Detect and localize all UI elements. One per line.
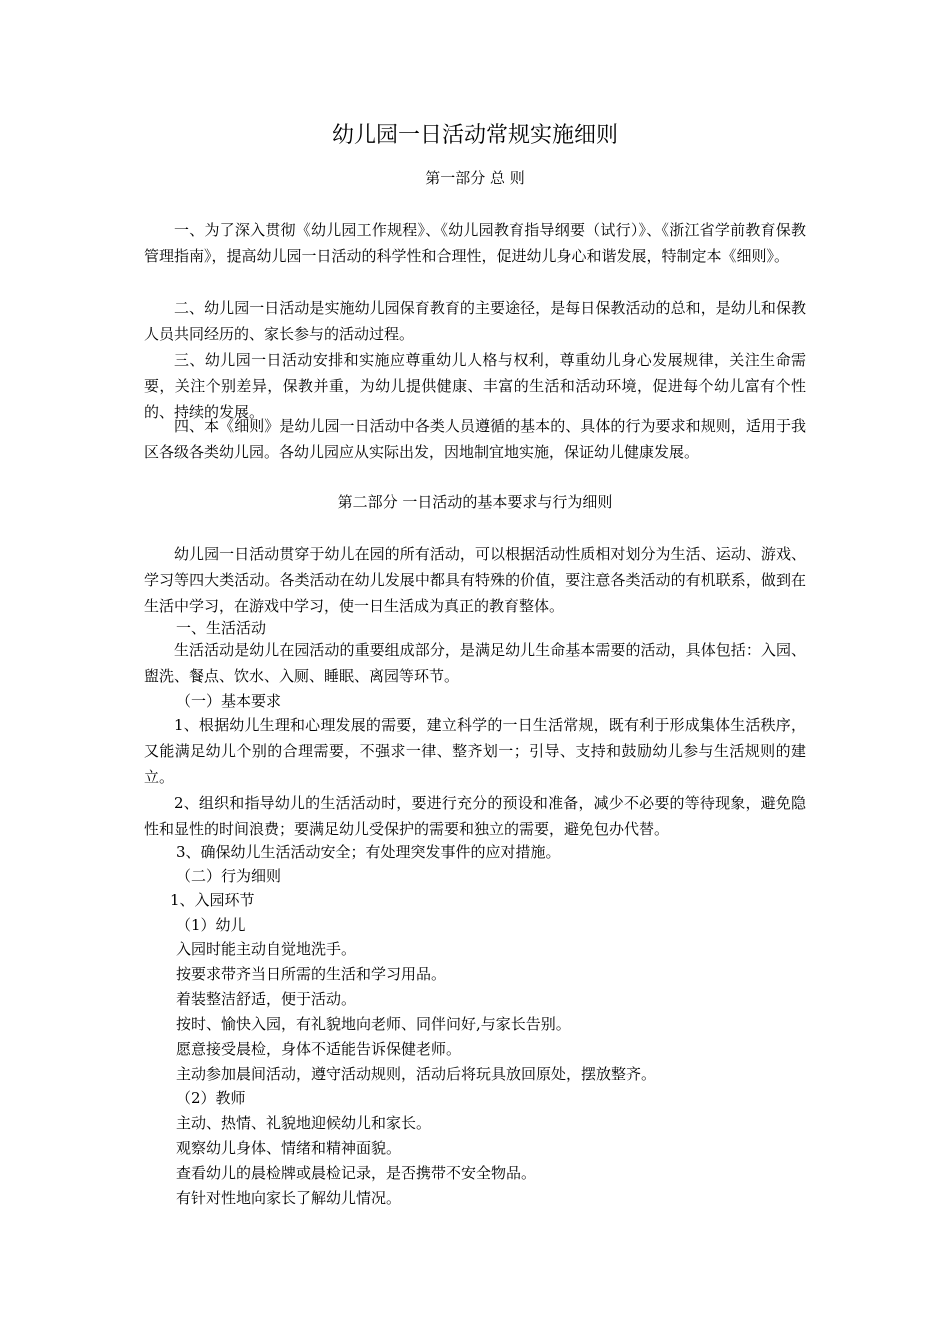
basic-requirement-3: 3、确保幼儿生活活动安全；有处理突发事件的应对措施。 <box>176 843 561 861</box>
part1-paragraph-1: 一、为了深入贯彻《幼儿园工作规程》、《幼儿园教育指导纲要（试行）》、《浙江省学前教育保教管理指南》，提高幼儿园一日活动的科学性和合理性，促进幼儿身心和谐发展，特制定本《细则》。 <box>144 221 806 265</box>
section1-description: 生活活动是幼儿在园活动的重要组成部分，是满足幼儿生命基本需要的活动，具体包括：入园、盥洗、餐点、饮水、入厕、睡眠、离园等环节。 <box>144 641 806 685</box>
entry-section-title: 1、入园环节 <box>170 891 255 909</box>
child-item: 按要求带齐当日所需的生活和学习用品。 <box>176 965 447 983</box>
document-title: 幼儿园一日活动常规实施细则 <box>331 123 618 148</box>
part1-paragraph-4: 四、本《细则》是幼儿园一日活动中各类人员遵循的基本的、具体的行为要求和规则，适用于我区各级各类幼儿园。各幼儿园应从实际出发，因地制宜地实施，保证幼儿健康发展。 <box>144 417 806 461</box>
part1-paragraph-3: 三、幼儿园一日活动安排和实施应尊重幼儿人格与权利，尊重幼儿身心发展规律，关注生命需要，关注个别差异，保教并重，为幼儿提供健康、丰富的生活和活动环境，促进每个幼儿富有个性的、持续的发展。 <box>144 351 806 421</box>
child-item: 着装整洁舒适，便于活动。 <box>176 990 357 1008</box>
part1-heading: 第一部分 总 则 <box>425 169 525 187</box>
child-item: 主动参加晨间活动，遵守活动规则，活动后将玩具放回原处，摆放整齐。 <box>176 1065 657 1083</box>
behavior-rules-title: （二）行为细则 <box>176 867 282 885</box>
child-subsection-title: （1）幼儿 <box>176 916 246 934</box>
teacher-item: 观察幼儿身体、情绪和精神面貌。 <box>176 1139 402 1157</box>
part1-paragraph-2: 二、幼儿园一日活动是实施幼儿园保育教育的主要途径，是每日保教活动的总和，是幼儿和保教人员共同经历的、家长参与的活动过程。 <box>144 299 806 343</box>
child-item: 入园时能主动自觉地洗手。 <box>176 940 357 958</box>
basic-requirements-title: （一）基本要求 <box>176 692 282 710</box>
part2-heading: 第二部分 一日活动的基本要求与行为细则 <box>337 493 613 511</box>
teacher-item: 查看幼儿的晨检牌或晨检记录，是否携带不安全物品。 <box>176 1164 537 1182</box>
teacher-item: 有针对性地向家长了解幼儿情况。 <box>176 1189 402 1207</box>
teacher-subsection-title: （2）教师 <box>176 1089 246 1107</box>
part2-intro: 幼儿园一日活动贯穿于幼儿在园的所有活动，可以根据活动性质相对划分为生活、运动、游戏、学习等四大类活动。各类活动在幼儿发展中都具有特殊的价值，要注意各类活动的有机联系，做到在生活中学习，在游戏中学习，使一日生活成为真正的教育整体。 <box>144 545 806 615</box>
child-item: 愿意接受晨检，身体不适能告诉保健老师。 <box>176 1040 462 1058</box>
teacher-item: 主动、热情、礼貌地迎候幼儿和家长。 <box>176 1114 432 1132</box>
child-item: 按时、愉快入园，有礼貌地向老师、同伴问好,与家长告别。 <box>176 1015 571 1033</box>
section1-title: 一、生活活动 <box>176 619 267 637</box>
basic-requirement-1: 1、根据幼儿生理和心理发展的需要，建立科学的一日生活常规，既有利于形成集体生活秩序，又能满足幼儿个别的合理需要，不强求一律、整齐划一；引导、支持和鼓励幼儿参与生活规则的建立。 <box>144 716 806 786</box>
basic-requirement-2: 2、组织和指导幼儿的生活活动时，要进行充分的预设和准备，减少不必要的等待现象，避免隐性和显性的时间浪费；要满足幼儿受保护的需要和独立的需要，避免包办代替。 <box>144 794 806 838</box>
